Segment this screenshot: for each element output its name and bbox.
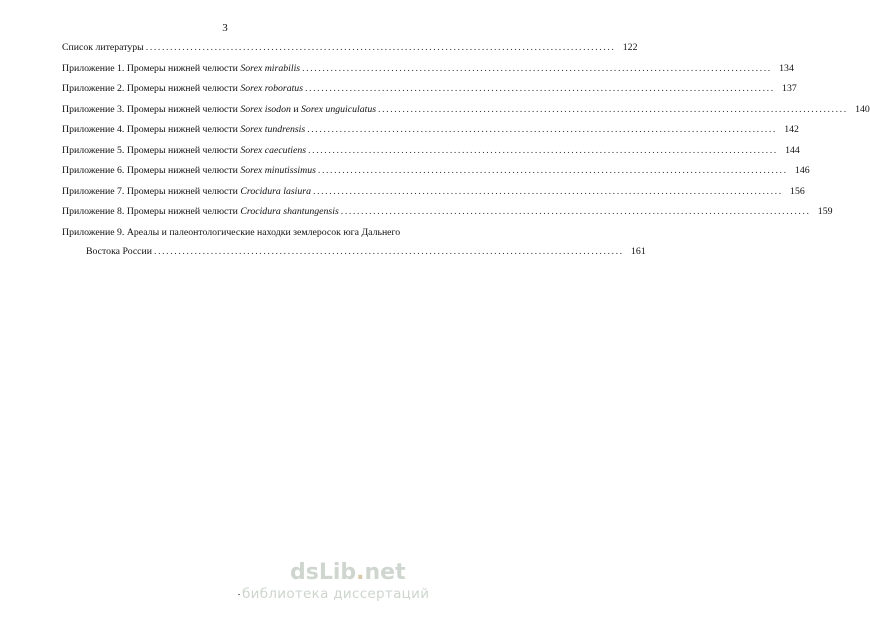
watermark-logo: dsLib.net (290, 560, 406, 585)
toc-page-number: 142 (784, 124, 799, 135)
dot-leader: .................................................................................................................... (302, 62, 772, 74)
dot-leader: .................................................................................................................... (154, 245, 624, 257)
toc-entry-title: Приложение 3. Промеры нижней челюсти Sorex isodon и Sorex unguiculatus (62, 103, 377, 115)
dot-leader: .................................................................................................................... (313, 185, 783, 197)
dot-leader: .................................................................................................................... (145, 42, 616, 53)
toc-entry-appendix-8[interactable] (62, 205, 833, 226)
dot-leader: .................................................................................................................... (340, 206, 811, 217)
dot-leader: .................................................................................................................... (378, 103, 848, 115)
toc-entry-title: Приложение 4. Промеры нижней челюсти Sorex tundrensis (62, 124, 306, 135)
toc-entry-appendix-5[interactable] (62, 144, 800, 165)
toc-entry-appendix-9-line-2[interactable] (62, 245, 646, 266)
watermark-subtitle: библиотека диссертаций (242, 586, 430, 602)
toc-entry-title: Приложение 5. Промеры нижней челюсти Sorex caecutiens (62, 144, 307, 156)
toc-entry-title: Приложение 7. Промеры нижней челюсти Crocidura lasiura (62, 185, 312, 197)
toc-page-number: 146 (794, 165, 810, 176)
toc-entry-title: Список литературы (62, 42, 144, 53)
toc-page-number: 140 (855, 103, 870, 115)
dot-leader: .................................................................................................................... (305, 83, 775, 94)
toc-page-number: 134 (779, 62, 794, 74)
toc-entry-appendix-9-line-1[interactable] (62, 226, 424, 245)
page-number: 3 (222, 22, 228, 34)
toc-entry-title: Приложение 8. Промеры нижней челюсти Crocidura shantungensis (62, 206, 339, 217)
dot-leader: .................................................................................................................... (317, 165, 788, 176)
scan-speck (238, 594, 240, 595)
toc-entry-references[interactable] (62, 41, 638, 62)
toc-entry-appendix-4[interactable] (62, 123, 799, 144)
dot-leader: .................................................................................................................... (307, 124, 777, 135)
toc-entry-title-continued: Востока России (86, 245, 153, 257)
toc-entry-title: Приложение 2. Промеры нижней челюсти Sorex roboratus (62, 83, 304, 94)
toc-entry-title: Приложение 1. Промеры нижней челюсти Sorex mirabilis (62, 62, 301, 74)
toc-page-number: 159 (817, 206, 833, 217)
toc-page-number: 161 (631, 245, 646, 257)
watermark (242, 562, 432, 603)
table-of-contents (62, 41, 870, 265)
toc-entry-appendix-6[interactable] (62, 164, 810, 185)
toc-entry-appendix-7[interactable] (62, 185, 805, 206)
toc-page-number: 137 (782, 83, 797, 94)
toc-page-number: 156 (790, 185, 805, 197)
toc-entry-appendix-2[interactable] (62, 82, 797, 103)
toc-entry-title: Приложение 9. Ареалы и палеонтологические находки землеросок юга Дальнего (62, 226, 401, 238)
toc-entry-appendix-3[interactable] (62, 103, 870, 124)
toc-entry-appendix-1[interactable] (62, 62, 794, 83)
toc-page-number: 122 (622, 42, 638, 53)
dot-leader: .................................................................................................................... (308, 144, 778, 156)
toc-page-number: 144 (785, 144, 800, 156)
toc-entry-title: Приложение 6. Промеры нижней челюсти Sorex minutissimus (62, 165, 316, 176)
